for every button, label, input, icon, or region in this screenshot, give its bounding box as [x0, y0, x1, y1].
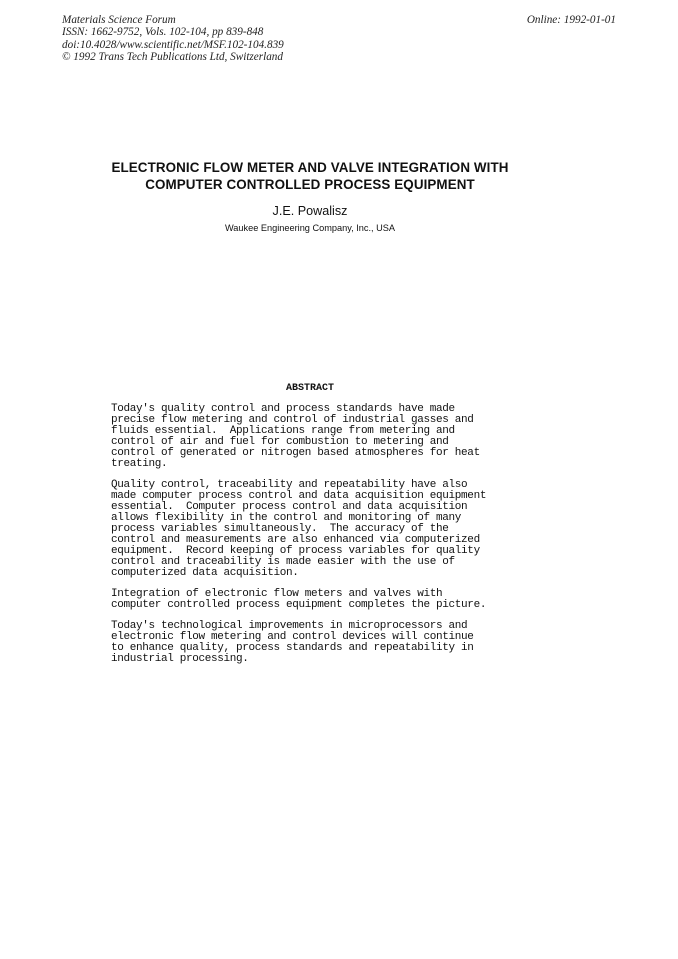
- abstract-paragraph: [111, 621, 531, 665]
- author-affiliation: Waukee Engineering Company, Inc., USA: [224, 223, 396, 233]
- text-line: treating.: [111, 458, 168, 470]
- journal-name: Materials Science Forum: [62, 14, 176, 26]
- abstract-heading: ABSTRACT: [285, 383, 334, 394]
- text-line: electronic flow metering and control devices will continue: [111, 631, 474, 643]
- author-name: J.E. Powalisz: [272, 204, 348, 218]
- text-line: Today's quality control and process standards have made: [111, 403, 455, 415]
- text-line: made computer process control and data acquisition equipment: [111, 490, 487, 502]
- text-line: essential. Computer process control and data acquisition: [111, 501, 468, 513]
- text-line: allows flexibility in the control and monitoring of many: [111, 512, 462, 524]
- text-line: fluids essential. Applications range from metering and: [111, 425, 455, 437]
- title-line: ELECTRONIC FLOW METER AND VALVE INTEGRATION WITH: [111, 160, 509, 175]
- text-line: control of air and fuel for combustion to metering and: [111, 436, 449, 448]
- text-line: computerized data acquisition.: [111, 567, 299, 579]
- doi-link[interactable]: doi:10.4028/www.scientific.net/MSF.102-104.839: [62, 38, 284, 51]
- abstract-paragraph: [111, 589, 531, 611]
- text-line: Today's technological improvements in microprocessors and: [111, 620, 468, 632]
- journal-header: [62, 14, 284, 64]
- text-line: equipment. Record keeping of process variables for quality: [111, 545, 480, 557]
- text-line: process variables simultaneously. The accuracy of the: [111, 523, 449, 535]
- text-line: computer controlled process equipment completes the picture.: [111, 599, 487, 611]
- copyright-line: © 1992 Trans Tech Publications Ltd, Switzerland: [62, 51, 283, 64]
- text-line: precise flow metering and control of industrial gasses and: [111, 414, 474, 426]
- text-line: industrial processing.: [111, 653, 249, 665]
- issn-line: ISSN: 1662-9752, Vols. 102-104, pp 839-848: [62, 26, 264, 39]
- abstract-paragraph: [111, 404, 531, 470]
- text-line: control and traceability is made easier with the use of: [111, 556, 455, 568]
- text-line: to enhance quality, process standards and repeatability in: [111, 642, 474, 654]
- text-line: Quality control, traceability and repeatability have also: [111, 479, 468, 491]
- title-line: COMPUTER CONTROLLED PROCESS EQUIPMENT: [145, 176, 475, 192]
- online-date: Online: 1992-01-01: [526, 14, 616, 26]
- text-line: control of generated or nitrogen based atmospheres for heat: [111, 447, 480, 459]
- text-line: control and measurements are also enhanced via computerized: [111, 534, 480, 546]
- text-line: Integration of electronic flow meters and valves with: [111, 588, 443, 600]
- abstract-paragraph: [111, 480, 531, 579]
- paper-title: [90, 160, 530, 193]
- abstract-body: [111, 404, 531, 675]
